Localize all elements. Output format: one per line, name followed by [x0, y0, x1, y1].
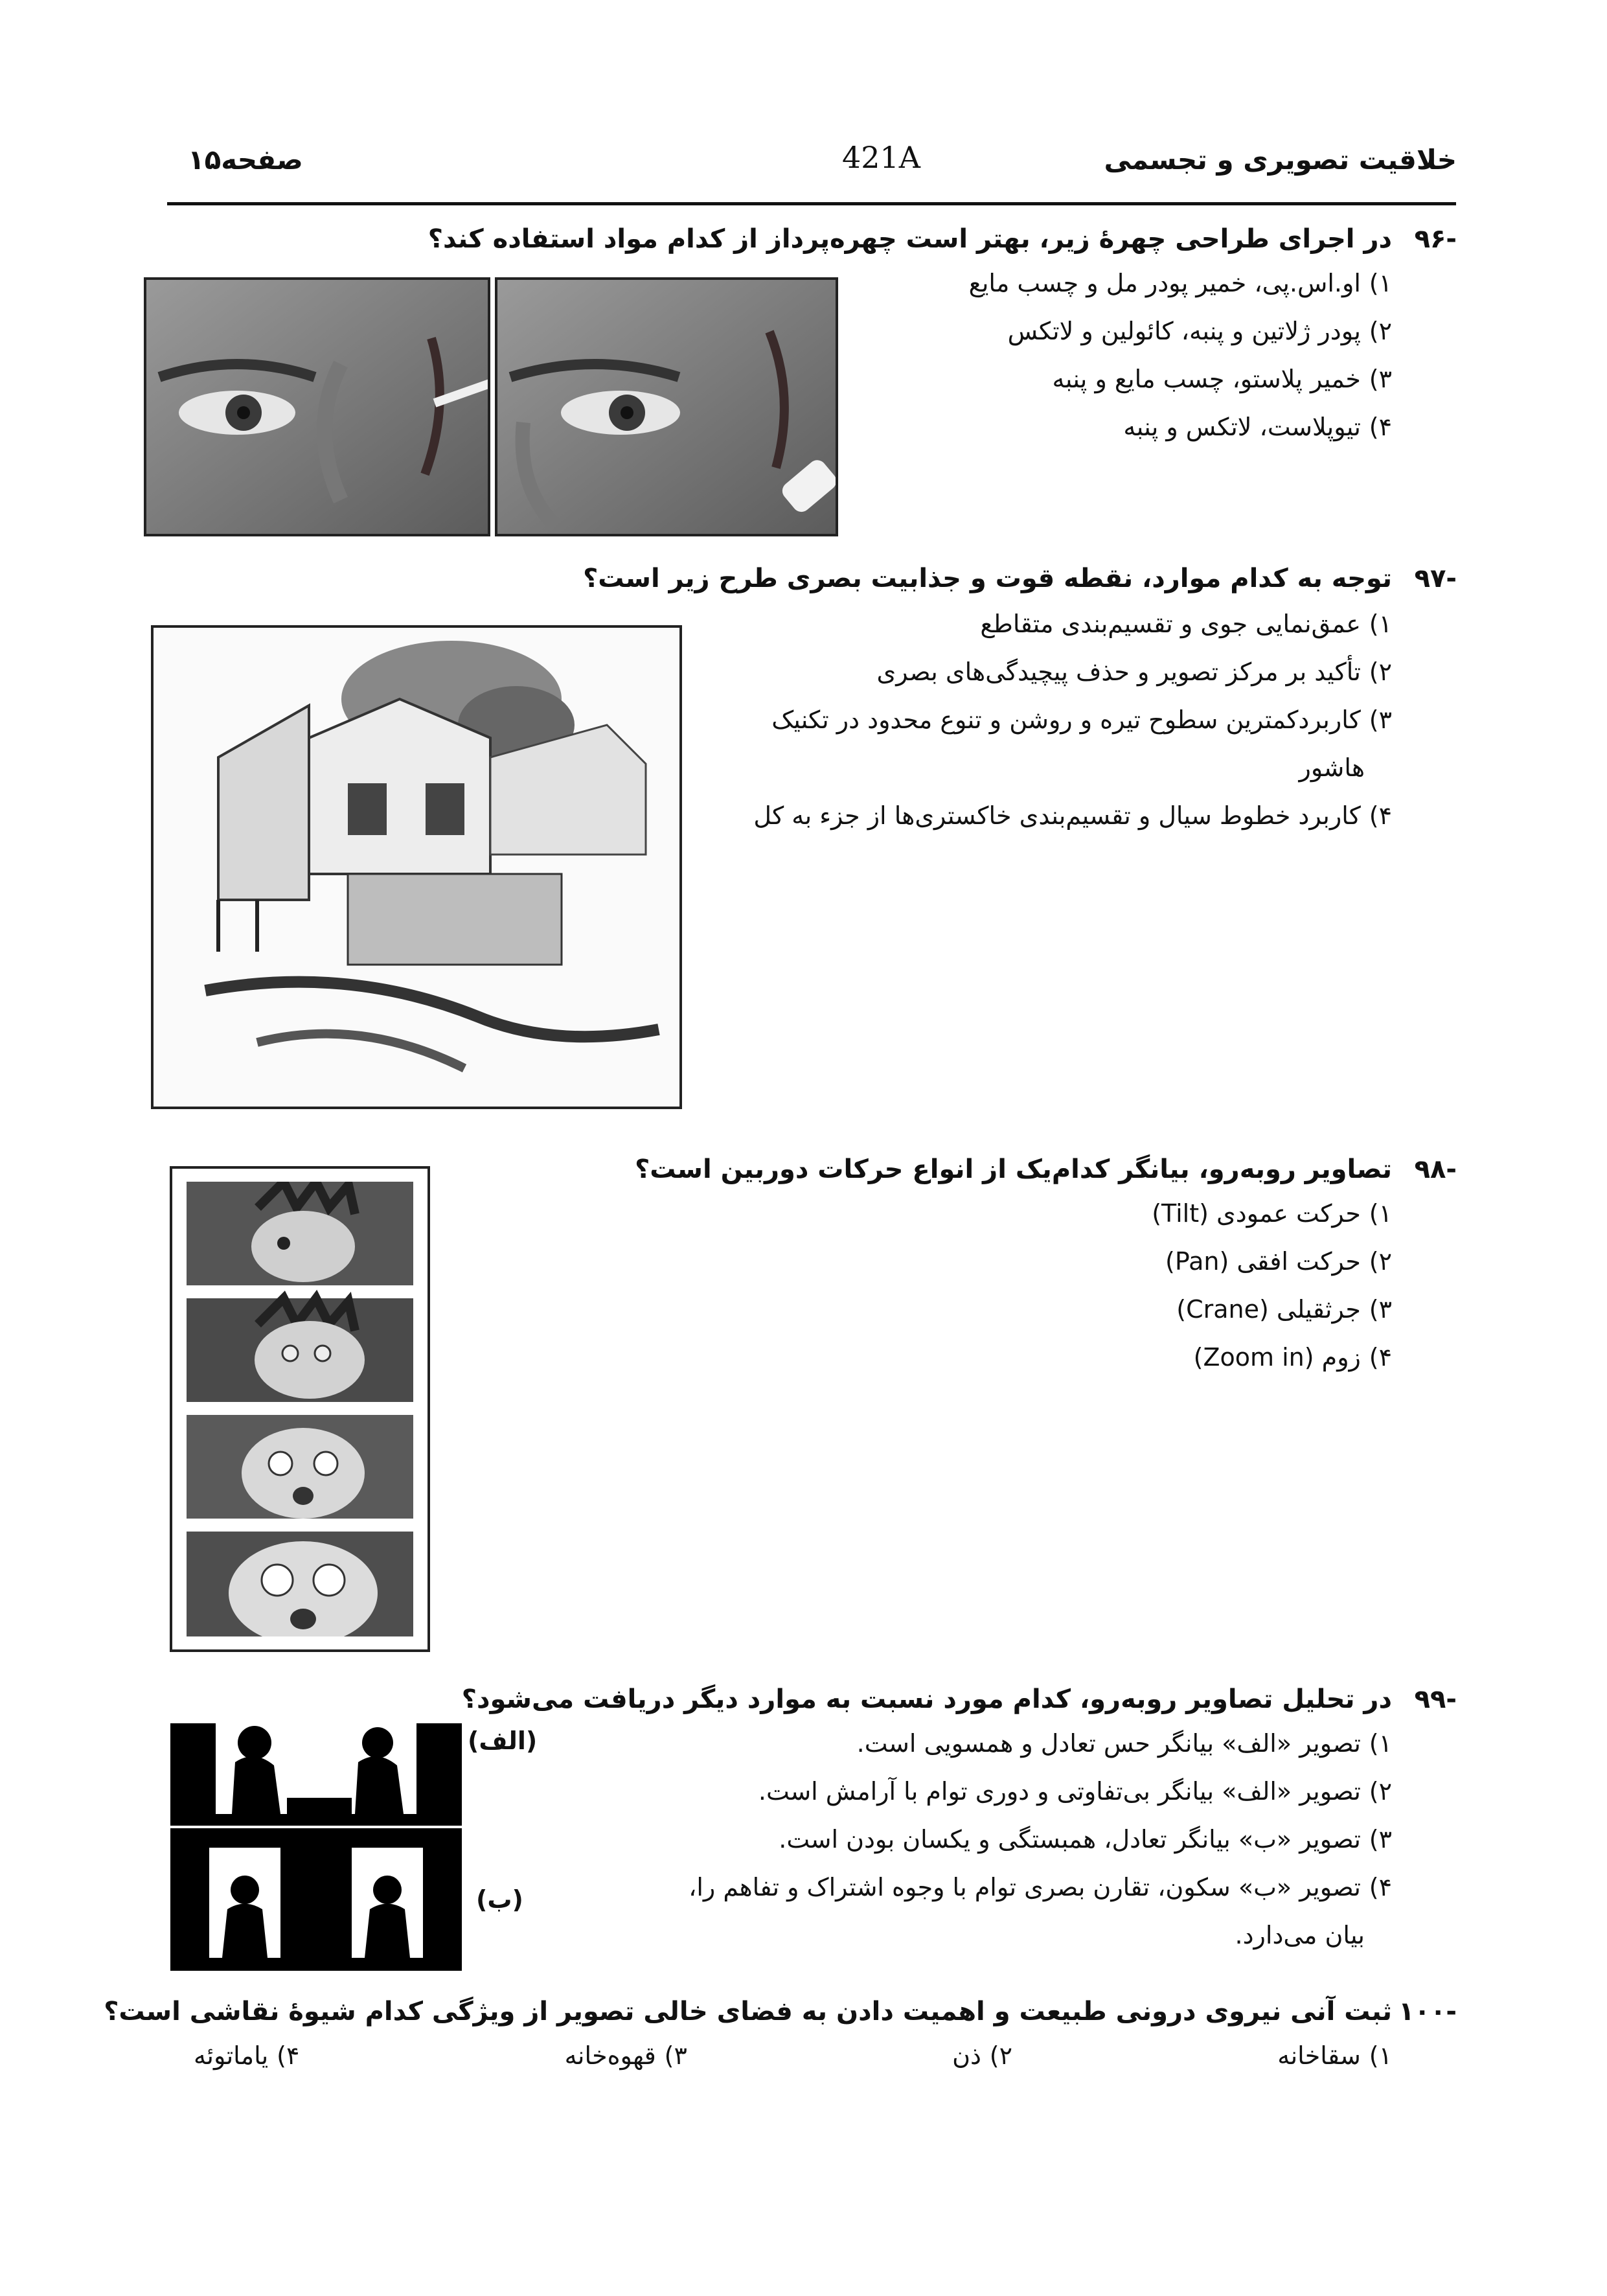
- question-text: توجه به کدام موارد، نقطه قوت و جذابیت بصری طرح زیر است؟: [583, 564, 1392, 593]
- option-3[interactable]: ۳) جرثقیلی (Crane): [1176, 1295, 1392, 1324]
- subject-title: خلاقیت تصویری و تجسمی: [1104, 144, 1457, 176]
- option-1[interactable]: ۱) تصویر «الف» بیانگر حس تعادل و همسویی است.: [856, 1729, 1392, 1758]
- face-photo-right: [495, 277, 838, 536]
- option-2[interactable]: ۲) پودر ژلاتین و پنبه، کائولین و لاتکس: [1007, 317, 1392, 345]
- option-3[interactable]: ۳) خمیر پلاستو، چسب مایع و پنبه: [1052, 365, 1392, 393]
- question-text: تصاویر روبه‌رو، بیانگر کدام‌یک از انواع حرکات دوربین است؟: [635, 1154, 1392, 1184]
- question-text: ثبت آنی نیروی درونی طبیعت و اهمیت دادن به فضای خالی تصویر از ویژگی کدام شیوهٔ نقاشی است؟: [104, 1997, 1392, 2026]
- option-1[interactable]: ۱) سقاخانه: [1277, 2041, 1392, 2070]
- exam-code: 421A: [842, 140, 921, 175]
- face-photo-left: [144, 277, 490, 536]
- question-99: [462, 1684, 1457, 1959]
- label-a: (الف): [468, 1727, 538, 1755]
- label-b: (ب): [476, 1885, 523, 1914]
- option-3[interactable]: ۳) قهوه‌خانه: [564, 2041, 687, 2070]
- question-text: در تحلیل تصاویر روبه‌رو، کدام مورد نسبت به موارد دیگر دریافت می‌شود؟: [461, 1684, 1392, 1714]
- option-2[interactable]: ۲) تأکید بر مرکز تصویر و حذف پیچیدگی‌های بصری: [876, 658, 1392, 686]
- option-2[interactable]: ۲) ذن: [952, 2041, 1013, 2070]
- question-text: در اجرای طراحی چهرهٔ زیر، بهتر است چهره‌پرداز از کدام مواد استفاده کند؟: [427, 224, 1392, 254]
- animation-frames: [170, 1166, 430, 1652]
- question-number: -۹۷: [1414, 564, 1457, 593]
- silhouette-image-a: [170, 1684, 462, 1826]
- option-3-cont: هاشور: [1299, 753, 1365, 782]
- question-number: -۱۰۰: [1398, 1997, 1457, 2026]
- option-1[interactable]: ۱) حرکت عمودی (Tilt): [1152, 1199, 1392, 1228]
- option-4[interactable]: ۴) تیوپلاست، لاتکس و پنبه: [1123, 413, 1392, 441]
- question-number: -۹۹: [1414, 1684, 1457, 1714]
- question-100: [104, 1997, 1457, 2080]
- header-divider: [167, 202, 1456, 205]
- page-number: صفحه۱۵: [188, 144, 303, 176]
- question-number: -۹۸: [1414, 1154, 1457, 1184]
- option-2[interactable]: ۲) حرکت افقی (Pan): [1165, 1247, 1392, 1276]
- house-sketch: [151, 625, 682, 1109]
- option-4[interactable]: ۴) تصویر «ب» سکون، تقارن بصری توام با وجوه اشتراک و تفاهم را،: [689, 1873, 1392, 1901]
- option-4[interactable]: ۴) یاماتوئه: [194, 2041, 300, 2070]
- question-98: [635, 1154, 1457, 1381]
- option-4-cont: بیان می‌دارد.: [1235, 1921, 1365, 1949]
- option-4[interactable]: ۴) کاربرد خطوط سیال و تقسیم‌بندی خاکستری‌ها از جزء به کل: [753, 801, 1392, 830]
- option-3[interactable]: ۳) تصویر «ب» بیانگر تعادل، همبستگی و یکسان بودن است.: [779, 1825, 1392, 1854]
- option-2[interactable]: ۲) تصویر «الف» بیانگر بی‌تفاوتی و دوری توام با آرامش است.: [758, 1777, 1392, 1806]
- option-4[interactable]: ۴) زوم (Zoom in): [1193, 1343, 1392, 1372]
- question-number: -۹۶: [1414, 224, 1457, 254]
- option-1[interactable]: ۱) عمق‌نمایی جوی و تقسیم‌بندی متقاطع: [980, 610, 1392, 638]
- question-97: [583, 564, 1457, 840]
- option-1[interactable]: ۱) او.اس.پی، خمیر پودر مل و چسب مایع: [968, 269, 1392, 297]
- option-3[interactable]: ۳) کاربردکمترین سطوح تیره و روشن و تنوع محدود در تکنیک: [771, 706, 1392, 734]
- silhouette-image-b: [170, 1828, 462, 1971]
